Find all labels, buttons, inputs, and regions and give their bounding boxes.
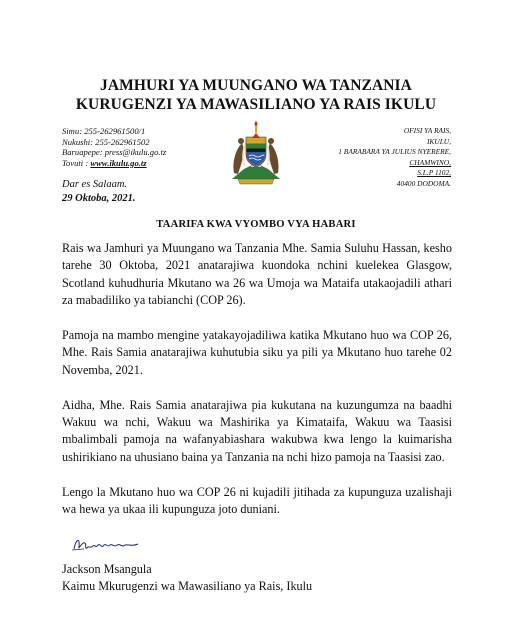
coat-of-arms-icon — [224, 121, 288, 187]
office-building: IKULU, — [426, 136, 451, 146]
press-release-body — [62, 240, 452, 536]
office-po-box: S.L.P 1102, — [417, 168, 451, 178]
header-directorate: KURUGENZI YA MAWASILIANO YA RAIS IKULU — [75, 96, 437, 113]
email-link[interactable]: press@ikulu.go.tz — [104, 147, 167, 158]
signatory-name: Jackson Msangula — [62, 562, 152, 576]
office-street: 1 BARABARA YA JULIUS NYERERE, — [338, 147, 451, 157]
date: 29 Oktoba, 2021. — [62, 193, 136, 204]
phone: Simu: 255-262961500/1 — [62, 126, 146, 136]
office-city: 40400 DODOMA. — [396, 178, 451, 188]
place: Dar es Salaam. — [62, 179, 128, 190]
paragraph: Lengo la Mkutano huo wa COP 26 ni kujadili jitihada za kupunguza uzalishaji wa hewa ya ukaa ili kupunguza joto duniani. — [62, 484, 452, 517]
office-area: CHAMWINO, — [409, 157, 451, 167]
office-name: OFISI YA RAIS, — [403, 126, 451, 135]
paragraph: Pamoja na mambo mengine yatakayojadiliwa katika Mkutano huo wa COP 26, Mhe. Rais Samia anatarajiwa kuhutubia siku ya pili ya Mkutano huo tarehe 02 Novemba, 2021. — [62, 328, 452, 377]
handwritten-signature — [70, 535, 142, 555]
header-country: JAMHURI YA MUUNGANO WA TANZANIA — [100, 77, 412, 94]
paragraph: Aidha, Mhe. Rais Samia anatarajiwa pia kukutana na kuzungumza na baadhi Wakuu wa nchi, Wakuu wa Mashirika ya Kimataifa, Wakuu wa Taasisi mbalimbali pamoja na wafanyabiashara wakubwa kwa lengo la kuimarisha ushirikiano na uhusiano baina ya Tanzania na nchi hizo pamoja na Taasisi zao. — [62, 397, 452, 464]
place-date-block — [62, 178, 136, 206]
website-link[interactable]: www.ikulu.go.tz — [90, 157, 147, 168]
contact-block — [62, 126, 166, 168]
fax: Nukushi: 255-262961502 — [62, 136, 150, 147]
signatory-title: Kaimu Mkurugenzi wa Mawasiliano ya Rais, Ikulu — [62, 579, 313, 593]
paragraph: Rais wa Jamhuri ya Muungano wa Tanzania Mhe. Samia Suluhu Hassan, kesho tarehe 30 Oktoba, 2021 anatarajiwa kuondoka nchini kuelekea Glasgow, Scotland kuhudhuria Mkutano wa 26 wa Umoja wa Mataifa utakaojadili athari za mabadiliko ya tabianchi (COP 26). — [62, 241, 452, 308]
website-row — [62, 158, 166, 169]
email-row — [62, 147, 166, 158]
office-address — [338, 126, 451, 190]
email-label: Baruapepe: — [62, 147, 105, 158]
signatory-block — [62, 561, 312, 595]
release-title: TAARIFA KWA VYOMBO VYA HABARI — [156, 219, 356, 230]
website-label: Tovuti : — [62, 157, 91, 168]
